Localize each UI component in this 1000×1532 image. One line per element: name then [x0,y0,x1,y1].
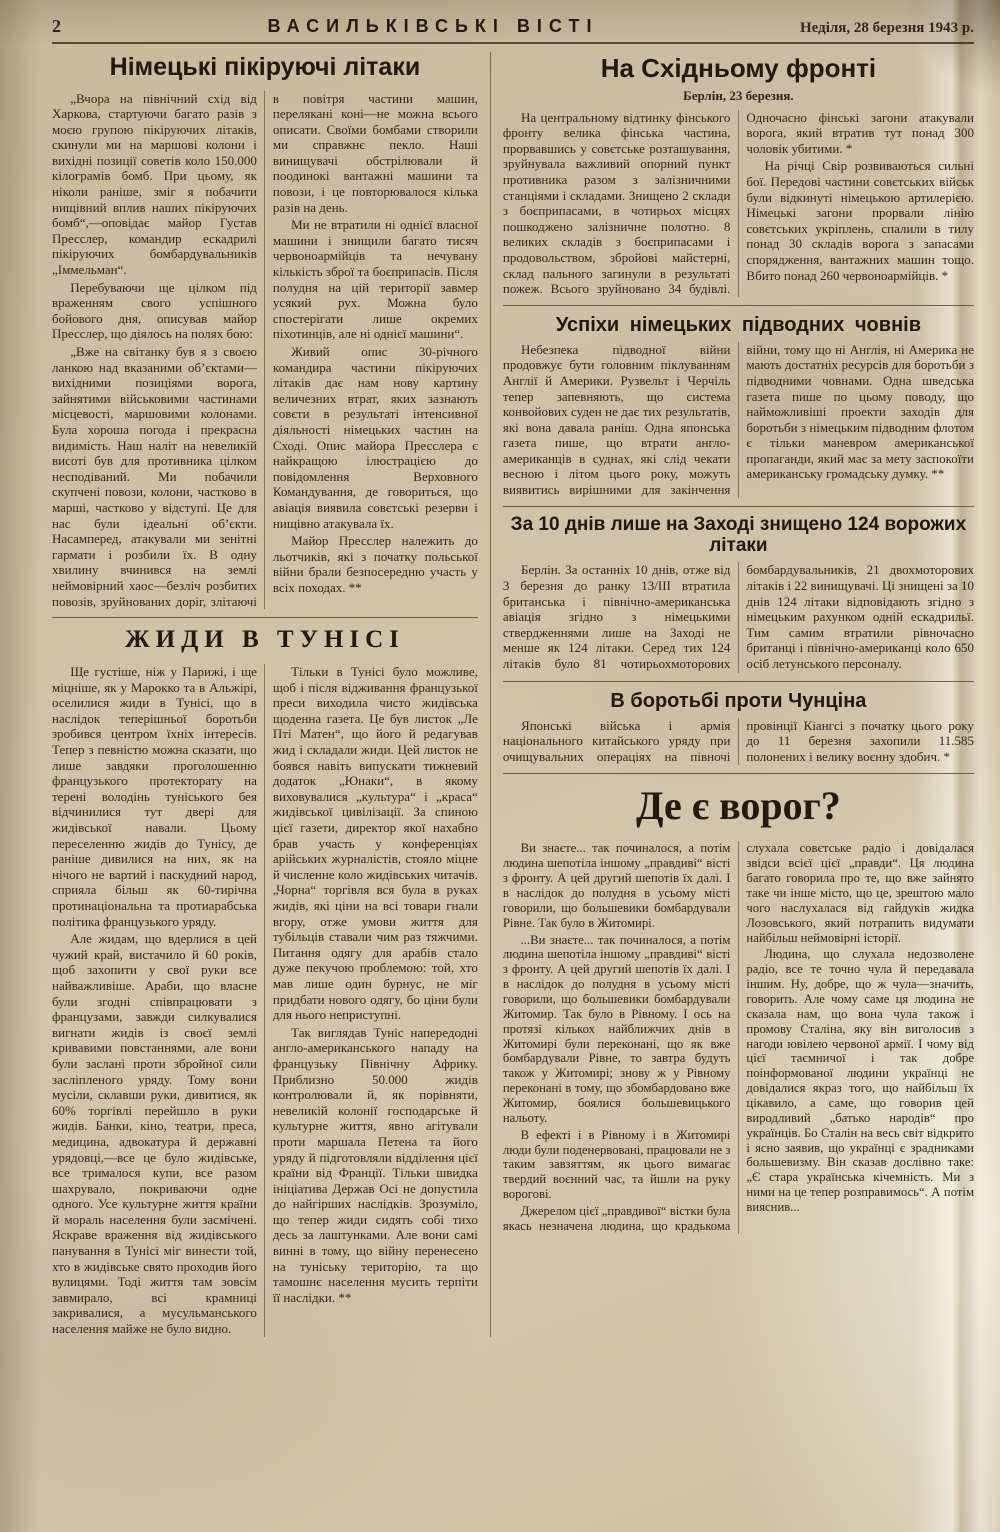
paragraph: В ефекті і в Рівному і в Житомирі люди були поденервовані, працювали не з таким завзяттям, як цього вимагає твердий воєнний час, та йшли на руку ворогові. [502,1127,731,1202]
paragraph: ...Ви знаєте... так починалося, а потім людина шепотіла іншому „правдиві“ вісті з фронту. А цей другий шепотів їх далі. І в наслідок до полудня в усьому місті говорили, що большевики бомбардували Житомир. Так було в Рівному. І ось на протязі кількох найближчих днів в Житомирі були переконані, що як вже бомбардували Рівне, то завтра будуть також у Житомирі; знову ж у Рівному переконані в тому, що збомбардовано вже Житомир, боялися большевицького нальоту. [502,932,731,1125]
section-divider [503,681,974,682]
page-body [52,52,974,1337]
article-jews-tunisia-text [52,664,478,1337]
section-divider [503,506,974,507]
headline-chungking: В боротьбі проти Чунціна [610,689,867,712]
article-where-enemy [503,782,974,1233]
article-chungking [503,690,974,766]
paragraph: На річці Свір розвиваються сильні бої. Передові частини совєтських військ були відкинуті німецькою артилерією. Німецькі загони прорвали лінію совєтських укріплень, спалили в тилу понад 30 складів ворога з запасами спорядження, вантажних машин тощо. Вбито понад 260 червоноармійців. * [746,158,974,283]
section-divider [503,305,974,306]
paragraph: На центральному відтинку фінського фронту велика фінська частина, прорвавшись у совєтське розташування, зруйнувала важливий опорний пункт противника разом з залізничними станціями і складами. Знищено 2 склади з боєприпасами, в чотирьох місцях пошкоджено залізничне полотно. 8 великих складів з боєприпасами і продовольством, збройові майстерні, склад пального загинули в результаті пожеж. Всього зруйновано 34 будівлі. Одночасно фінські загони атакували ворога, який втратив тут понад 300 чоловік убитими. * [502,109,974,297]
masthead-rule [52,42,974,44]
article-dive-bombers [52,54,478,609]
paragraph: Джерелом цієї „правдивої“ вістки була якась незначена людина, що крадькома слухала совєтське радіо і довідалася звідси всієї цієї „правди“. Ця людина багато говорила про те, що вже зайнято таке чи інше місто, що це, зрештою мало чого наслухалася від гайдуків жидка Лозовського, який потрапить видумати найбільш неймовірні історії. [502,841,974,1233]
article-submarines [503,314,974,498]
paragraph: Так виглядав Туніс напередодні англо-американського нападу на французьку Північну Африку. Приблизно 50.000 жидів контролювали й, як порівняти, невеликій колонії господарське й культурне життя, явно агітували проти маршала Петена та його уряду й підготовляли відділення цієї країни від Франції. Тільки швидка ініціатива Держав Осі не допустила до найгірших наслідків. Зрозуміло, що тепер жиди сидять собі тихо десь за лаштунками. Але вони самі винні в тому, що війну перенесено на туніську територію, та що тамошнє населення мусить терпіти її наслідки. ** [272,1024,478,1305]
left-column-group [52,52,491,1337]
paragraph: „Вже на світанку був я з своєю ланкою над вказаними об’єктами—вихідними позиціями ворога, зайнятими військовими частинами місцевості, маршовими колонами. Була хороша погода і прекрасна видимість. Наш наліт на невеликій висоті був для противника цілком несподіваний. Ми побачили скупчені повози, колони, частково в марші, частково у відступі. Це для нас були ідеальні об’єкти. Насамперед, атакували ми зенітні гармати і розбили їх. В одну хвилину вчинився на землі неймовірний хаос—безліч розбитих повозів, зруйнованих доріг, злітаючі в повітря частини машин, перелякані коні—не можна всього описати. Своїми бомбами створили ми справжнє пекло. Наші винищувачі обстрілювали й поодинокі вантажні машини та повози, і це повторювалося кілька разів на день. [52,90,478,609]
article-where-enemy-text [503,841,974,1233]
issue-date: Неділя, 28 березня 1943 р. [799,20,974,36]
paragraph: Ви знаєте... так починалося, а потім людина шепотіла іншому „правдиві“ вісті з фронту. А цей другий шепотів їх далі. І в наслідок до полудня в усьому місті говорили, що большевики бомбардували Рівне. Так було в Житомирі. [502,841,731,930]
paragraph: Тільки в Тунісі було можливе, щоб і після відживання французької преси виходила чисто жидівська щоденна газета. Це був листок „Ле Пті Матен“, що його й редагував жид і складали жиди. Цей листок не боявся навіть випускати тижневий додаток „Юнаки“, в якому виховувалися „культура“ і „краса“ жидівської цивілізації. За спиною цієї газети, директор якої нахабно брав участь у конференціях арійських журналістів, стояло міцне й численне коло жидівських читачів. „Чорна“ торгівля вся була в руках жидів, які ціни на всі товари гнали вгору, отже умови життя для тубільців ставали чим раз тяжчими. Питання одягу для арабів стало дуже пекучою проблемою: той, хто мав лише один бурнус, не міг придбати нового одягу, бо ціни були для нього неприступні. [272,664,478,1023]
article-dive-bombers-text [52,91,478,610]
paragraph: Ми не втратили ні однієї власної машини і знищили багато тисяч червоноармійців та нечувану кількість зброї та боєприпасів. Після полудня на цій території завмер усякий рух. Можна було спостерігати лише окремих піхотинців, але ні однієї машини“. [272,217,478,342]
article-submarines-text [503,342,974,498]
article-jews-tunisia [52,626,478,1337]
masthead [52,16,974,37]
page-number: 2 [52,16,61,36]
paragraph: Берлін. За останніх 10 днів, отже від 3 березня до ранку 13/ІІІ втратила британська і північно-американська авіація згідно з німецькими ствердженнями лише на Заході не менше як 124 літаки. Серед тих 124 літаків було 81 чотирьохмоторових бомбардувальників, 21 двохмоторових літаків і 22 винищувачі. Ці знищені за 10 днів 124 літаки відповідають згідно з німецьким рахунком одній ескадрильї. Тим самим втратили рівночасно британці і північно-американці коло 650 осіб летунського персоналу. [502,562,974,671]
paragraph: „Вчора на північний схід від Харкова, стартуючи багато разів з моєю групою пікіруючих літаків, скинули ми на маршові колони і вихідні позиції советів коло 150.000 кілограмів бомб. При цьому, як ніколи раніше, зміг я побачити нищівний вплив наших пікіруючих бомб“,—оповідає майор Густав Пресслер, командир ескадрилі пікіруючих бомбардувальників „Іммельман“. [52,90,257,278]
article-west-planes [503,515,974,673]
paragraph: Перебуваючи ще цілком під враженням свого успішного бойового дня, описував майор Пресслер, що діялось на полях бою: [52,279,257,342]
paragraph: Майор Пресслер належить до льотчиків, які з початку польської війни брали безпосередню участь у всіх походах. ** [272,533,478,595]
article-eastern-front-text [503,110,974,297]
article-eastern-front [503,54,974,297]
headline-jews-tunisia: ЖИДИ В ТУНІСІ [124,626,405,654]
paragraph: Небезпека підводної війни продовжує бути головним піклуванням Англії й Америки. Рузвельт і Черчіль тепер запевняють, що система конвойових суден не дає тих результатів, які вона давала раніш. Одна японська газета пише, що втрати англо-американців в суднах, які слід чекати весною і літом цього року, можуть виявитись вирішними для закінчення війни, тому що ні Англія, ні Америка не мають достатніх ресурсів для боротьби з підводними човнами. Одна шведська газета пише по цьому поводу, що найможливіші проекти заходів для боротьби з німецьким підводним флотом є тільки маневром американської пропаганди, який має за мету заспокоїти американську громадську думку. ** [502,341,974,498]
article-chungking-text [503,718,974,766]
right-column-group [491,52,974,1337]
paragraph: Живий опис 30-річного командира частини пікіруючих літаків дає нам нову картину величезних втрат, яких зазнають совєти в результаті інтенсивної діяльності німецьких частин на Сході. Опис майора Пресслера є найкращою ілюстрацією до повідомлення Верховного Командування, де говориться, що авіація виявила совєтські резерви і нищівно атакувала їх. [272,344,478,531]
section-divider [503,773,974,774]
paragraph: Але жидам, що вдерлися в цей чужий край, вистачило й 60 років, щоб захопити у свої руки все найважливіше. Араби, що власне були згодні співпрацювати з французами, завжди силкувалися вигнати жидів із своєї землі кривавими повстаннями, але вони були заслані проти збройної сили засліпленого уряду. Тому вони мусіли, склавши руки, дивитися, як 60% торгівлі перейшло в руки жидів. Банки, кіно, театри, преса, медицина, адвокатура й державні урядовці,—все це було жидівське, все трималося купи, все разом шахрувало, покриваючи одне одного. Усе культурне життя країни й мораль населення були засмічені. Яскраве враження від жидівського панування в Тунісі міг винести той, хто в жидівське свято проходив його вулицями. Тоді життя там зовсім завмирало, всі крамниці закривалися, а мусульманського населення майже не було видно. [52,931,257,1337]
headline-dive-bombers: Німецькі пікіруючі літаки [109,53,421,81]
dateline-berlin: Берлін, 23 березня. [683,87,794,103]
paragraph: Ще густіше, ніж у Парижі, і ще міцніше, як у Марокко та в Альжірі, оселилися жиди в Тунісі, що в наслідок теперішньої боротьби зробився центром їхніх інтересів. Тепер з певністю можна сказати, що лише завдяки проголошенню французького протекторату на терені володінь туніського бея відчинилися тут двері для жидівської навали. Цьому переселенню жидів до Тунісу, де раніше дивилися на них, як на нічого не вартий і паскудний народ, сприяла більш як 60-тирічна протинаціональна та протиарабська політика французького уряду. [52,664,257,929]
headline-west-planes: За 10 днів лише на Заході знищено 124 ворожих літаки [510,513,967,556]
newspaper-title: ВАСИЛЬКІВСЬКІ ВІСТІ [267,16,599,36]
headline-eastern-front: На Східньому фронті [600,53,877,83]
article-west-planes-text [503,562,974,672]
section-divider [52,617,478,618]
paragraph: Людина, що слухала недозволене радіо, все те точно чула й передавала іншим. Ну, добре, що ж чула—значить, говорить. Але чому саме ця людина не сказала нам, що вона чула також і промову Сталіна, яку він виголосив з нагоди ювілею червоної армії. І чому від цієї таємничої і так добре поінформованої людини українці не довідалися якраз того, що найбільш їх цікавило, а саме, що говорив цей виродливий „батько народів“ про українців. Бо Сталін на весь світ відкрито і ясно заявив, що українці є зрадниками большевизму. Він сказав дослівно таке: „Є стара українська кічемність. Ми з ними на це тепер розправимось“. А потім вияснив... [746,947,974,1214]
paragraph: Японські війська і армія національного китайського уряду при очищувальних операціях на півночі провінції Кіангсі з початку цього року до 11 березня захопили 11.585 полонених і велику воєнну здобич. * [502,717,974,764]
headline-submarines: Успіхи німецьких підводних човнів [555,313,921,336]
headline-where-enemy: Де є ворог? [636,783,841,829]
